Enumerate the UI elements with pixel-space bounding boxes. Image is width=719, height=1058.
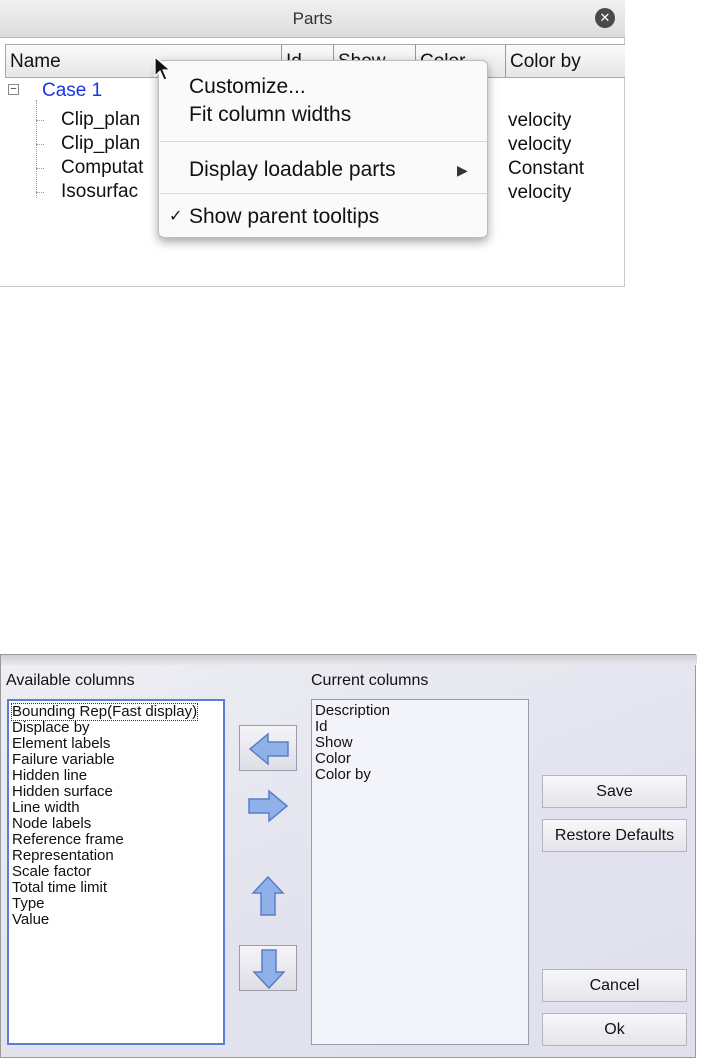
- list-item[interactable]: Value: [12, 911, 50, 928]
- list-item[interactable]: Total time limit: [12, 879, 108, 896]
- list-item[interactable]: Failure variable: [12, 751, 115, 768]
- menu-item-show-parent-tooltips[interactable]: [159, 203, 489, 231]
- color-by-cell: velocity: [508, 110, 572, 131]
- list-item[interactable]: Type: [12, 895, 45, 912]
- mouse-cursor-icon: [154, 56, 172, 84]
- list-item[interactable]: Representation: [12, 847, 114, 864]
- part-name: Clip_plan: [61, 109, 141, 130]
- column-header-color-by[interactable]: Color by: [510, 51, 581, 72]
- tree-branch: [36, 168, 44, 169]
- list-item[interactable]: Element labels: [12, 735, 111, 752]
- column-header-name[interactable]: Name: [6, 45, 282, 77]
- part-name: Computat: [61, 157, 144, 178]
- menu-separator: [160, 141, 487, 142]
- parts-titlebar: [0, 0, 625, 38]
- ok-button[interactable]: Ok: [542, 1013, 687, 1046]
- part-name: Isosurfac: [61, 181, 139, 202]
- list-item[interactable]: Displace by: [12, 719, 90, 736]
- tree-branch: [36, 192, 44, 193]
- parts-panel: [0, 0, 625, 287]
- color-by-cell: velocity: [508, 182, 572, 203]
- list-item[interactable]: Bounding Rep(Fast display): [12, 703, 198, 720]
- tree-branch: [36, 120, 44, 121]
- menu-separator: [160, 193, 487, 194]
- collapse-icon[interactable]: −: [8, 84, 19, 95]
- save-button[interactable]: Save: [542, 775, 687, 808]
- case-label[interactable]: Case 1: [42, 80, 103, 101]
- menu-item-label: Customize...: [189, 75, 306, 98]
- list-item[interactable]: Hidden line: [12, 767, 88, 784]
- move-down-button[interactable]: [239, 945, 297, 991]
- available-columns-list[interactable]: [7, 699, 225, 1045]
- submenu-arrow-icon: ▶: [457, 162, 468, 178]
- list-item[interactable]: Hidden surface: [12, 783, 113, 800]
- close-icon[interactable]: ✕: [595, 8, 615, 28]
- arrow-left-icon: [240, 726, 298, 772]
- menu-item-label: Fit column widths: [189, 103, 352, 126]
- menu-item-customize[interactable]: [159, 73, 489, 101]
- menu-item-fit-column-widths[interactable]: [159, 101, 489, 129]
- move-left-button[interactable]: [239, 725, 297, 771]
- menu-item-display-loadable-parts[interactable]: [159, 156, 489, 184]
- list-item[interactable]: Reference frame: [12, 831, 124, 848]
- current-columns-label: Current columns: [311, 672, 429, 689]
- list-item[interactable]: Description: [315, 702, 391, 719]
- tree-connector: [36, 100, 37, 198]
- cancel-button[interactable]: Cancel: [542, 969, 687, 1002]
- menu-item-label: Show parent tooltips: [189, 205, 380, 228]
- color-by-cell: Constant: [508, 158, 585, 179]
- list-item[interactable]: Show: [315, 734, 353, 751]
- parts-title: Parts: [292, 9, 333, 28]
- part-name: Clip_plan: [61, 133, 141, 154]
- arrow-right-icon: [239, 783, 297, 829]
- checkmark-icon: ✓: [169, 208, 183, 225]
- list-item[interactable]: Scale factor: [12, 863, 92, 880]
- list-item[interactable]: Id: [315, 718, 328, 735]
- current-columns-list[interactable]: [311, 699, 529, 1045]
- restore-defaults-button[interactable]: Restore Defaults: [542, 819, 687, 852]
- move-right-button[interactable]: [239, 783, 297, 829]
- arrow-up-icon: [239, 873, 297, 919]
- available-columns-label: Available columns: [6, 672, 135, 689]
- list-item[interactable]: Line width: [12, 799, 80, 816]
- menu-item-label: Display loadable parts: [189, 158, 396, 181]
- dialog-top-edge: [1, 655, 697, 665]
- list-item[interactable]: Node labels: [12, 815, 92, 832]
- list-item[interactable]: Color: [315, 750, 351, 767]
- move-up-button[interactable]: [239, 873, 297, 919]
- customize-columns-dialog: [0, 654, 696, 1058]
- arrow-down-icon: [240, 946, 298, 992]
- context-menu: [158, 60, 488, 238]
- list-item[interactable]: Color by: [315, 766, 371, 783]
- color-by-cell: velocity: [508, 134, 572, 155]
- tree-branch: [36, 144, 44, 145]
